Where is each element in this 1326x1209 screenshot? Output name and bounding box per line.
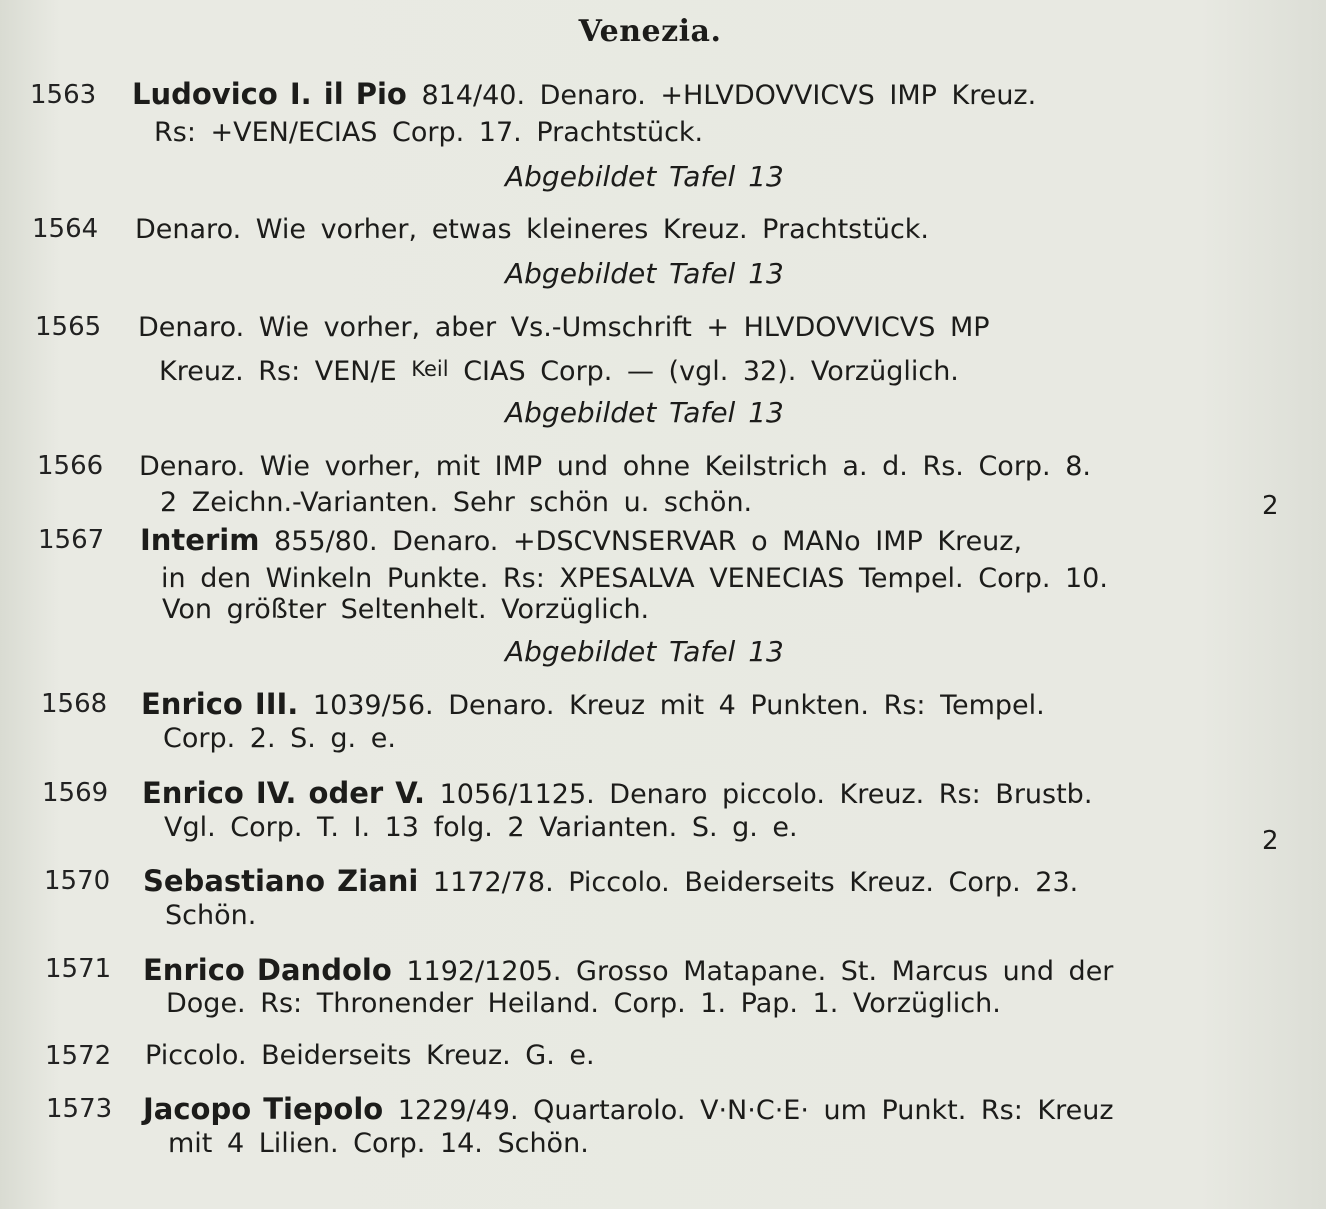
lot-number: 1563 (30, 80, 97, 110)
entry-line (142, 776, 1092, 810)
entry-line (132, 77, 1036, 111)
entry-line: mit 4 Lilien. Corp. 14. Schön. (168, 1128, 589, 1159)
lot-number: 1565 (35, 312, 102, 342)
lot-number: 1568 (41, 689, 108, 719)
lot-number: 1572 (45, 1041, 112, 1071)
entry-text: 1192/1205. Grosso Matapane. St. Marcus und der (406, 956, 1114, 987)
entry-line: Doge. Rs: Thronender Heiland. Corp. 1. Pap. 1. Vorzüglich. (166, 988, 1001, 1019)
plate-reference: Abgebildet Tafel 13 (505, 635, 784, 668)
entry-line: in den Winkeln Punkte. Rs: XPESALVA VENECIAS Tempel. Corp. 10. (161, 563, 1108, 594)
lot-number: 1566 (37, 451, 104, 481)
quantity: 2 (1262, 491, 1279, 521)
entry-text: 814/40. Denaro. +HLVDOVVICVS IMP Kreuz. (421, 80, 1037, 111)
plate-reference: Abgebildet Tafel 13 (505, 160, 784, 193)
ruler-name: Enrico IV. oder V. (142, 776, 425, 810)
lot-number: 1570 (44, 866, 111, 896)
entry-text: Kreuz. Rs: VEN/E (159, 356, 397, 387)
lot-number: 1567 (38, 525, 105, 555)
ruler-name: Jacopo Tiepolo (143, 1092, 384, 1126)
entry-line: Vgl. Corp. T. I. 13 folg. 2 Varianten. S. g. e. (164, 812, 798, 843)
entry-line: Von größter Seltenhelt. Vorzüglich. (162, 594, 650, 625)
entry-line (143, 953, 1113, 987)
entry-line (159, 356, 959, 387)
entry-line: Schön. (165, 900, 257, 931)
entry-text: 1056/1125. Denaro piccolo. Kreuz. Rs: Brustb. (439, 779, 1093, 810)
entry-text: 1172/78. Piccolo. Beiderseits Kreuz. Corp. 23. (432, 867, 1079, 898)
entry-line: Corp. 2. S. g. e. (163, 723, 396, 754)
entry-line (143, 864, 1078, 898)
wedge-mark: Keil (411, 357, 449, 381)
entry-line (140, 523, 1022, 557)
entry-line: Piccolo. Beiderseits Kreuz. G. e. (145, 1040, 595, 1071)
entry-line (143, 1092, 1114, 1126)
ruler-name: Enrico Dandolo (143, 953, 392, 987)
ruler-name: Ludovico I. il Pio (132, 77, 407, 111)
lot-number: 1571 (45, 954, 112, 984)
entry-line: Rs: +VEN/ECIAS Corp. 17. Prachtstück. (154, 117, 704, 148)
entry-line: Denaro. Wie vorher, mit IMP und ohne Keilstrich a. d. Rs. Corp. 8. (139, 451, 1091, 482)
entry-line (141, 687, 1045, 721)
lot-number: 1573 (46, 1094, 113, 1124)
entry-text: CIAS Corp. — (vgl. 32). Vorzüglich. (463, 356, 959, 387)
entry-line: Denaro. Wie vorher, etwas kleineres Kreuz. Prachtstück. (135, 214, 930, 245)
entry-line: 2 Zeichn.-Varianten. Sehr schön u. schön. (160, 487, 753, 518)
ruler-name: Enrico III. (141, 687, 299, 721)
lot-number: 1569 (42, 778, 109, 808)
entry-text: 1039/56. Denaro. Kreuz mit 4 Punkten. Rs: Tempel. (312, 690, 1045, 721)
quantity: 2 (1262, 826, 1279, 856)
entry-line: Denaro. Wie vorher, aber Vs.-Umschrift + HLVDOVVICVS MP (138, 312, 990, 343)
section-heading: Venezia. (578, 14, 722, 49)
entry-text: 1229/49. Quartarolo. V·N·C·E· um Punkt. Rs: Kreuz (397, 1095, 1114, 1126)
plate-reference: Abgebildet Tafel 13 (505, 396, 784, 429)
entry-text: 855/80. Denaro. +DSCVNSERVAR o MANo IMP Kreuz, (274, 526, 1023, 557)
plate-reference: Abgebildet Tafel 13 (505, 257, 784, 290)
ruler-name: Sebastiano Ziani (143, 864, 419, 898)
lot-number: 1564 (32, 214, 99, 244)
ruler-name: Interim (140, 523, 260, 557)
